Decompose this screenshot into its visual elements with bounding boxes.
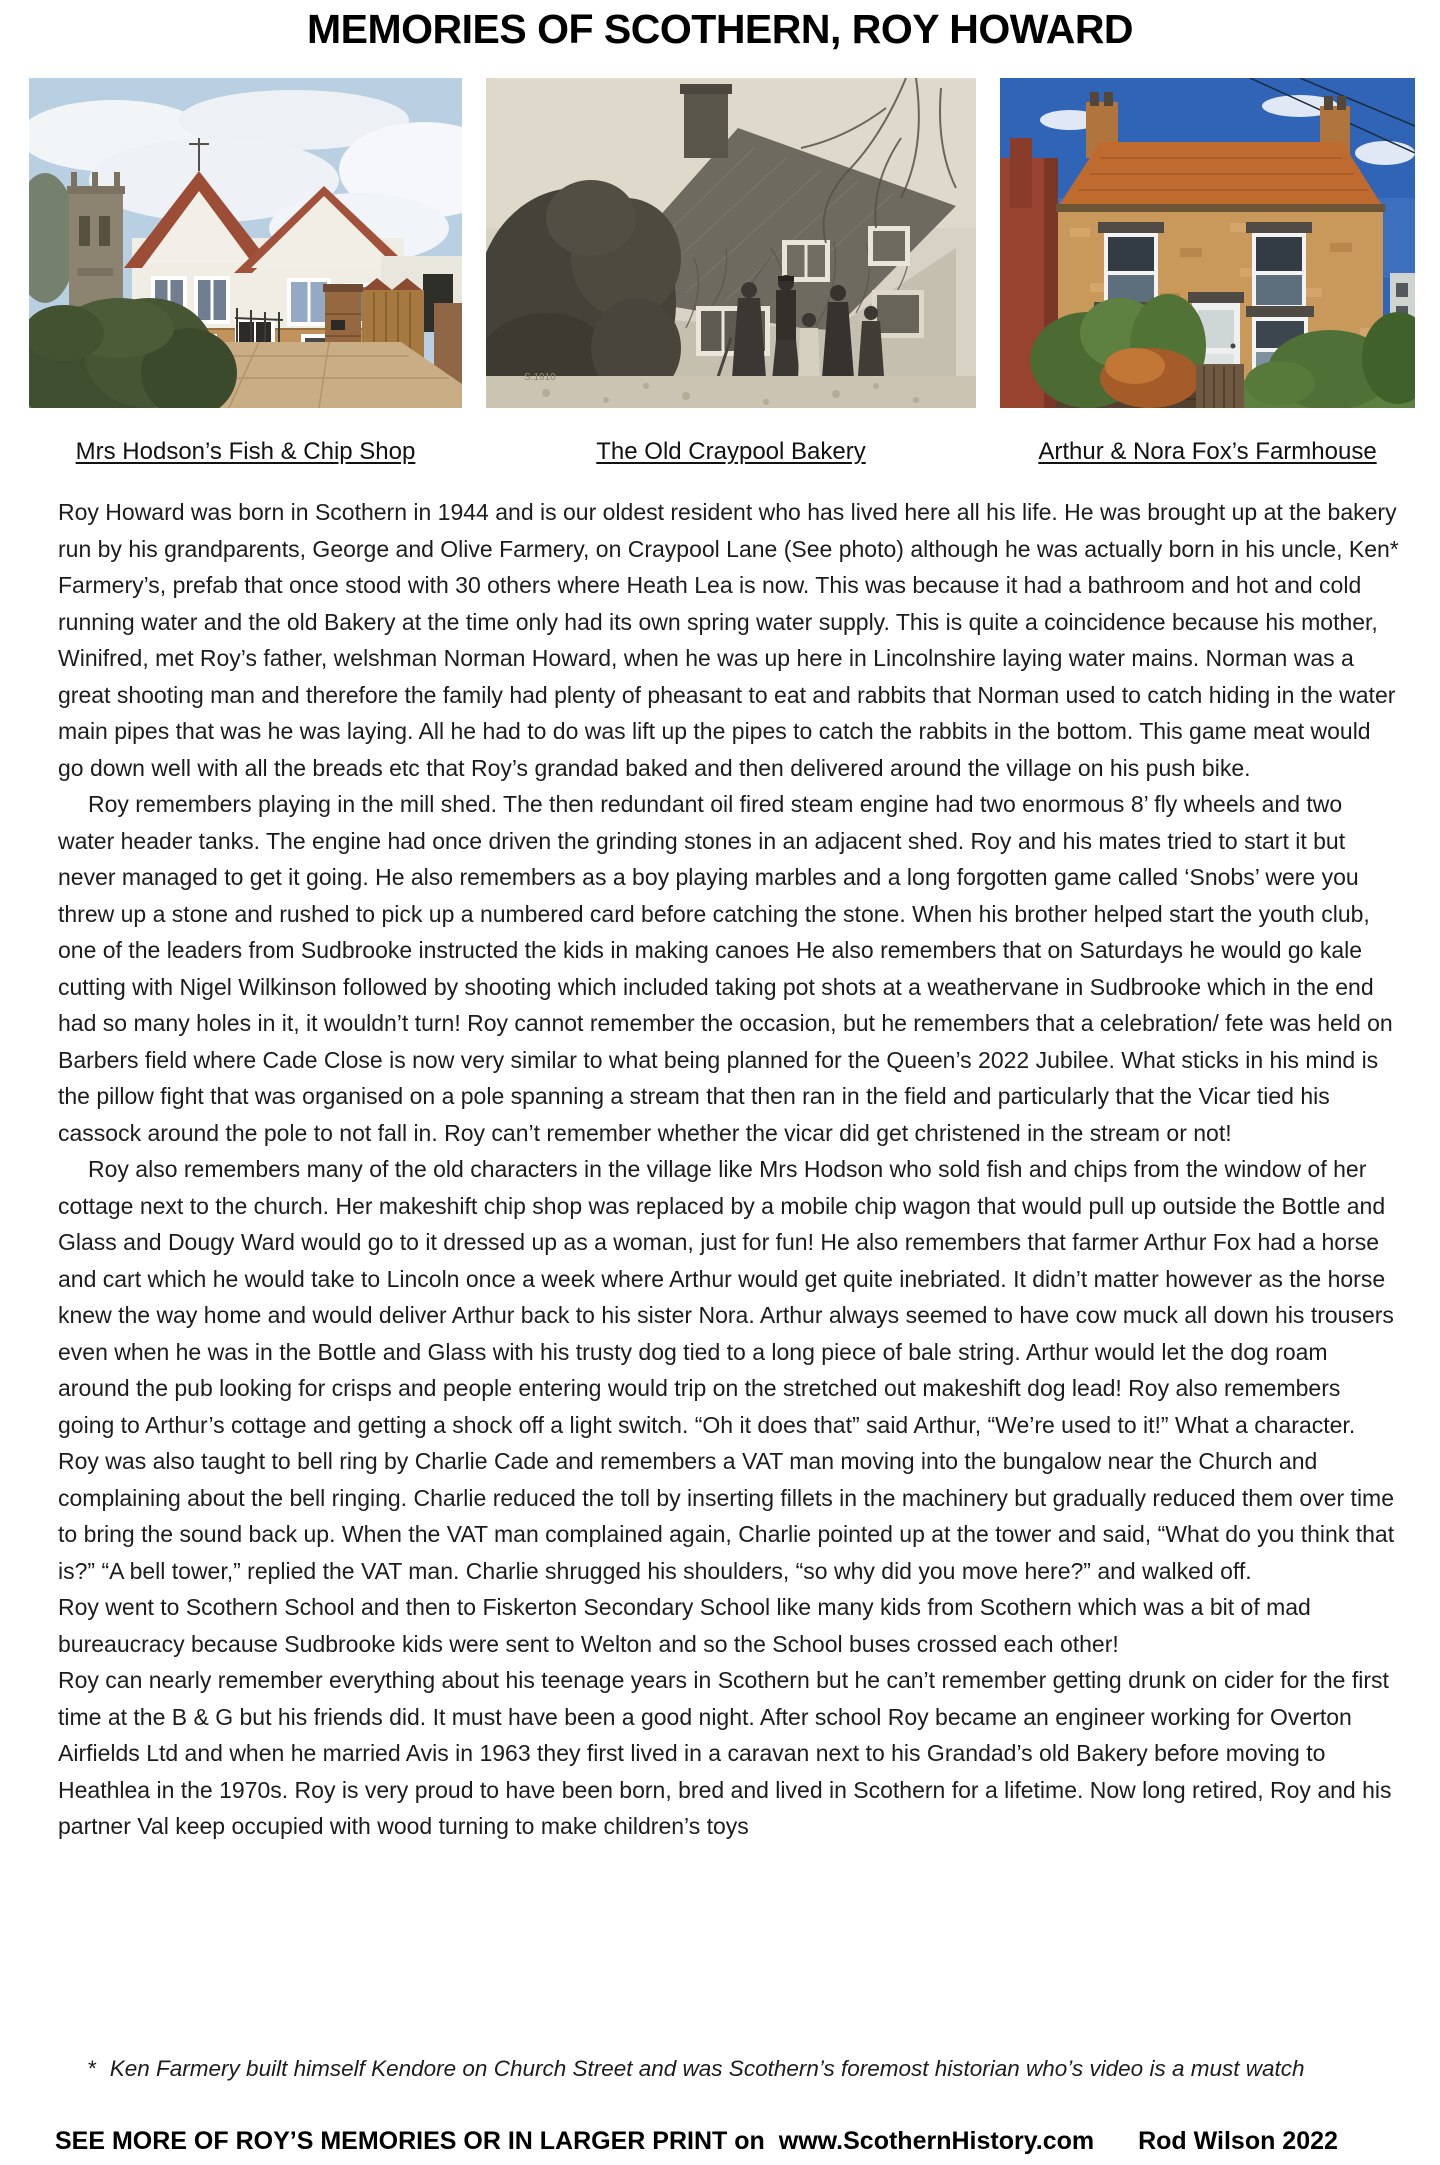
body-paragraph: Roy went to Scothern School and then to Fiskerton Secondary School like many kids from Scothern which was a bit of mad bureaucracy because Sudbrooke kids were sent to Welton and so the School buses crossed each other! <box>58 1594 1311 1657</box>
large-bush <box>486 180 681 408</box>
footnote-text: Ken Farmery built himself Kendore on Church Street and was Scothern’s foremost historian who’s video is a must watch <box>109 2056 1305 2081</box>
foreground-ground <box>486 372 976 408</box>
svg-text:S.1910: S.1910 <box>524 372 556 383</box>
photo-old-craypool-bakery-image <box>486 78 976 408</box>
footer-line <box>55 2127 1415 2156</box>
photo-old-craypool-bakery <box>486 78 976 408</box>
body-paragraph: Roy was also taught to bell ring by Charlie Cade and remembers a VAT man moving into the bungalow near the Church and complaining about the bell ringing. Charlie reduced the toll by inserting fillets in the machinery but gradually reduced them over time to bring the sound back up. When the VAT man complained again, Charlie pointed up at the tower and said, “What do you think that is?” “A bell tower,” replied the VAT man. Charlie shrugged his shoulders, “so why did you move here?” and walked off. <box>58 1448 1395 1584</box>
footer-url: www.ScothernHistory.com <box>778 2127 1095 2155</box>
body-paragraph: Roy Howard was born in Scothern in 1944 and is our oldest resident who has lived here all his life. He was brought up at the bakery run by his grandparents, George and Olive Farmery, on Craypool Lane (See photo) although he was actually born in his uncle, Ken* Farmery’s, prefab that once stood with 30 others where Heath Lea is now. This was because it had a bathroom and hot and cold running water and the old Bakery at the time only had its own spring water supply. This is quite a coincidence because his mother, Winifred, met Roy’s father, welshman Norman Howard, when he was up here in Lincolnshire laying water mains. Norman was a great shooting man and therefore the family had plenty of pheasant to eat and rabbits that Norman used to catch hiding in the water main pipes that was he was laying. All he had to do was lift up the pipes to catch the rabbits in the bottom. This game meat would go down well with all the breads etc that Roy’s grandad baked and then delivered around the village on his push bike. <box>58 499 1399 781</box>
footnote <box>87 2056 1397 2082</box>
gate <box>1196 364 1244 408</box>
page-title: MEMORIES OF SCOTHERN, ROY HOWARD <box>306 6 1134 52</box>
footer-text: SEE MORE OF ROY’S MEMORIES OR IN LARGER PRINT on <box>55 2127 765 2155</box>
photo-mrs-hodsons-chip-shop <box>29 78 462 408</box>
body-paragraph: Roy can nearly remember everything about his teenage years in Scothern but he can’t remember getting drunk on cider for the first time at the B & G but his friends did. It must have been a good night. After school Roy became an engineer working for Overton Airfields Ltd and when he married Avis in 1963 they first lived in a caravan next to his Grandad’s old Bakery before moving to Heathlea in the 1970s. Roy is very proud to have been born, bred and lived in Scothern for a lifetime. Now long retired, Roy and his partner Val keep occupied with wood turning to make children’s toys <box>58 1667 1392 1839</box>
body-paragraph: Roy remembers playing in the mill shed. The then redundant oil fired steam engine had two enormous 8’ fly wheels and two water header tanks. The engine had once driven the grinding stones in an adjacent shed. Roy and his mates tried to start it but never managed to get it going. He also remembers as a boy playing marbles and a long forgotten game called ‘Snobs’ were you threw up a stone and rushed to pick up a numbered card before catching the stone. When his brother helped start the youth club, one of the leaders from Sudbrooke instructed the kids in making canoes He also remembers that on Saturdays he would go kale cutting with Nigel Wilkinson followed by shooting which included taking pot shots at a weathervane in Sudbrooke which in the end had so many holes in it, it wouldn’t turn! Roy cannot remember the occasion, but he remembers that a celebration/ fete was held on Barbers field where Cade Close is now very similar to what being planned for the Queen’s 2022 Jubilee. What sticks in his mind is the pillow fight that was organised on a pole spanning a stream that then ran in the field and particularly that the Vicar tied his cassock around the pole to not fall in. Roy can’t remember whether the vicar did get christened in the stream or not! <box>58 791 1393 1146</box>
photo-mrs-hodsons-chip-shop-image <box>29 78 462 408</box>
photo-fox-farmhouse <box>1000 78 1415 408</box>
caption-fox-farmhouse: Arthur & Nora Fox’s Farmhouse <box>1038 438 1377 465</box>
footnote-marker: * <box>87 2056 96 2081</box>
memoir-body <box>58 494 1400 1845</box>
footer-credit: Rod Wilson 2022 <box>1138 2127 1338 2155</box>
caption-mrs-hodsons-chip-shop: Mrs Hodson’s Fish & Chip Shop <box>75 438 416 465</box>
body-paragraph: Roy also remembers many of the old characters in the village like Mrs Hodson who sold fish and chips from the window of her cottage next to the church. Her makeshift chip shop was replaced by a mobile chip wagon that would pull up outside the Bottle and Glass and Dougy Ward would go to it dressed up as a woman, just for fun! He also remembers that farmer Arthur Fox had a horse and cart which he would take to Lincoln once a week where Arthur would get quite inebriated. It didn’t matter however as the horse knew the way home and would deliver Arthur back to his sister Nora. Arthur always seemed to have cow muck all down his trousers even when he was in the Bottle and Glass with his trusty dog tied to a long piece of bale string. Arthur would let the dog roam around the pub looking for crisps and people entering would trip on the stretched out makeshift dog lead! Roy also remembers going to Arthur’s cottage and getting a shock off a light switch. “Oh it does that” said Arthur, “We’re used to it!” What a character. <box>58 1156 1394 1438</box>
caption-old-craypool-bakery: The Old Craypool Bakery <box>596 438 866 465</box>
photo-fox-farmhouse-image <box>1000 78 1415 408</box>
